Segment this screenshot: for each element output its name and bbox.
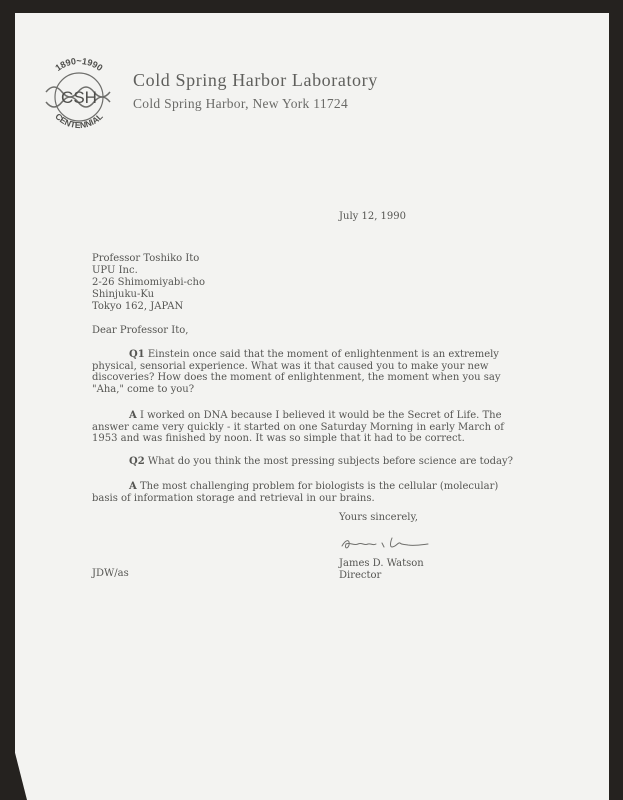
q2-text: What do you think the most pressing subjects before science are today?: [147, 456, 514, 467]
answer-2: [92, 481, 498, 504]
csh-centennial-seal: [34, 52, 124, 142]
a1-line: 1953 and was finished by noon. It was so simple that it had to be correct.: [92, 433, 465, 444]
q1-line: Einstein once said that the moment of enlightenment is an extremely: [147, 349, 499, 360]
q1-line: discoveries? How does the moment of enlightenment, the moment when you say: [92, 372, 501, 383]
svg-text:1890~1990: [53, 56, 104, 73]
a1-label: A: [129, 410, 137, 421]
signer-name: James D. Watson: [339, 558, 424, 569]
letterhead-name: Cold Spring Harbor Laboratory: [133, 70, 378, 90]
closing: Yours sincerely,: [339, 512, 418, 523]
recipient-address: [92, 253, 205, 313]
signer-title: Director: [339, 570, 382, 581]
recipient-line: Shinjuku-Ku: [92, 289, 155, 300]
recipient-line: 2-26 Shimomiyabi-cho: [92, 277, 205, 288]
question-2: [92, 456, 513, 468]
reference-initials: JDW/as: [92, 568, 129, 579]
seal-abbrev: CSH: [61, 88, 97, 107]
a1-line: answer came very quickly - it started on one Saturday Morning in early March of: [92, 421, 504, 433]
q1-line: physical, sensorial experience. What was it that caused you to make your new: [92, 360, 489, 372]
handwritten-signature: [340, 533, 430, 553]
a1-line: I worked on DNA because I believed it would be the Secret of Life. The: [139, 410, 502, 421]
letterhead-address: Cold Spring Harbor, New York 11724: [133, 96, 349, 111]
a2-line: The most challenging problem for biologists is the cellular (molecular): [139, 481, 499, 492]
letter-date: July 12, 1990: [339, 211, 407, 222]
seal-years: 1890~1990: [53, 56, 105, 74]
signer-block: [339, 558, 424, 582]
recipient-line: UPU Inc.: [92, 265, 138, 276]
seal-ribbon: CENTENNIAL: [53, 111, 105, 131]
question-1: [92, 349, 500, 395]
a2-line: basis of information storage and retrieval in our brains.: [92, 492, 375, 504]
q1-line: "Aha," come to you?: [92, 383, 195, 395]
recipient-line: Tokyo 162, JAPAN: [92, 301, 184, 312]
answer-1: [92, 410, 504, 445]
q2-label: Q2: [129, 456, 145, 467]
q1-label: Q1: [129, 349, 145, 360]
recipient-line: Professor Toshiko Ito: [92, 253, 200, 264]
salutation: Dear Professor Ito,: [92, 325, 189, 336]
svg-text:CENTENNIAL: [53, 111, 105, 130]
a2-label: A: [129, 481, 137, 492]
